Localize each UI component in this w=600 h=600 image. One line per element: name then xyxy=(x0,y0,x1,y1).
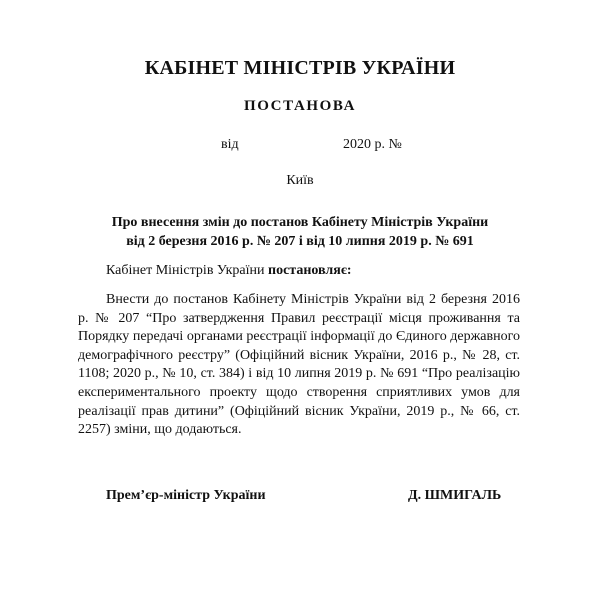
body-paragraph: Внести до постанов Кабінету Міністрів України від 2 березня 2016 р. № 207 “Про затвердження Правил реєстрації місця проживання та Порядку передачі органами реєстрації інформації до Єдиного державного демографічного реєстру” (Офіційний вісник України, 2016 р., № 28, ст. 1108; 2020 р., № 10, ст. 384) і від 10 липня 2019 р. № 691 “Про реалізацію експериментального проекту щодо створення сприятливих умов для реалізації прав дитини” (Офіційний вісник України, 2019 р., № 66, ст. 2257) зміни, що додаються. xyxy=(78,292,520,438)
document-type: ПОСТАНОВА xyxy=(243,98,357,114)
date-year-number: 2020 р. № xyxy=(343,137,402,152)
city: Київ xyxy=(286,173,314,188)
issuer-title: КАБІНЕТ МІНІСТРІВ УКРАЇНИ xyxy=(144,57,456,79)
resolution-verb: постановляє: xyxy=(268,263,352,278)
date-prefix: від xyxy=(221,137,239,152)
resolution-clause xyxy=(106,263,352,279)
subject-heading xyxy=(0,213,600,251)
date-line xyxy=(0,137,600,157)
subject-line-2: від 2 березня 2016 р. № 207 і від 10 липня 2019 р. № 691 xyxy=(126,234,474,249)
resolution-lead: Кабінет Міністрів України xyxy=(106,263,268,278)
subject-line-1: Про внесення змін до постанов Кабінету Міністрів України xyxy=(111,215,489,230)
signatory-role: Прем’єр-міністр України xyxy=(106,488,266,503)
signatory-name: Д. ШМИГАЛЬ xyxy=(408,488,502,503)
